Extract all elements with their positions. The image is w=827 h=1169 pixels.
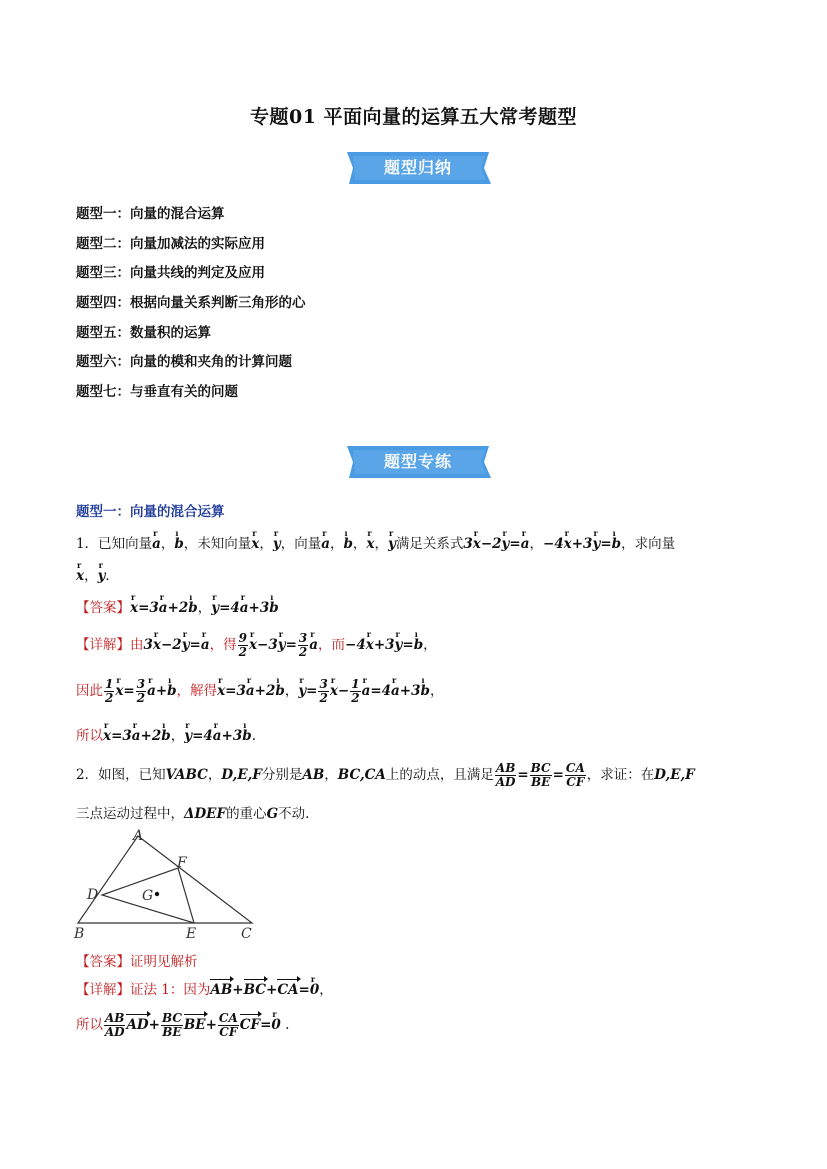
centroid-point (155, 892, 159, 896)
label-a: A (133, 828, 144, 844)
q2-detail2: 所以 $\frac{AB}{AD}$ AD+ $\frac{BC}{BE}$ BE+ $\frac{CA}{CF}$ CF=r 0 . (76, 1012, 289, 1039)
toc-item: 题型一：向量的混合运算 (76, 206, 225, 222)
label-e: E (186, 926, 197, 942)
triangle-figure (72, 826, 262, 944)
q2-detail1: 【详解】证法 1：因为AB+BC+CA=r 0， (76, 978, 333, 998)
q1-detail1: 【详解】由3r x−2r y=r a，得 $\frac{9}{2}$ r x−3r y= $\frac{3}{2}$ r a，而−4r x+3r y=ı b， (76, 632, 437, 659)
q2-line1: 2．如图，已知VABC，D,E,F分别是AB，BC,CA上的动点，且满足 $\frac{AB}{AD}$ = $\frac{BC}{BE}$ = $\frac{CA}{CF}$ ，求证：在D,E,F (76, 761, 695, 789)
label-b: B (74, 926, 85, 942)
q2-answer: 【答案】证明见解析 (76, 954, 198, 970)
label-g: G (142, 888, 154, 904)
q1-line2: r x，r y． (76, 564, 119, 584)
toc-list (76, 204, 306, 412)
toc-item: 题型五：数量积的运算 (76, 324, 211, 341)
toc-item: 题型三：向量共线的判定及应用 (76, 265, 265, 282)
toc-item: 题型四：根据向量关系判断三角形的心 (76, 295, 306, 312)
q1-line1: 1．已知向量r a，ı b，未知向量r x，r y，向量r a，ı b，r x，r y满足关系式3r x−2r y=r a，−4r x+3r y=ı b，求向量 (76, 532, 675, 552)
q1-detail3: 所以r x=3r a+2ı b，r y=4r a+3ı b. (76, 724, 256, 744)
q1-detail2: 因此 $\frac{1}{2}$ r x= $\frac{3}{2}$ r a+ı b，解得r x=3r a+2ı b，r y= $\frac{3}{2}$ r x− $\frac{1}{2}$ r a=4r a+3ı b， (76, 678, 443, 705)
banner-practice-label: 题型专练 (383, 452, 452, 471)
banner-summary (343, 150, 493, 186)
toc-item: 题型六：向量的模和夹角的计算问题 (76, 354, 292, 371)
q1-answer: 【答案】r x=3r a+2ı b，r y=4r a+3ı b (76, 596, 279, 616)
label-c: C (241, 926, 252, 942)
section-heading: 题型一：向量的混合运算 (76, 504, 225, 520)
banner-summary-label: 题型归纳 (383, 158, 452, 177)
toc-item: 题型七：与垂直有关的问题 (76, 384, 238, 401)
label-f: F (177, 855, 187, 871)
page-title: 专题01 平面向量的运算五大常考题型 (249, 106, 578, 128)
triangle-abc (78, 836, 252, 923)
toc-item: 题型二：向量加减法的实际应用 (76, 235, 265, 252)
banner-practice (343, 444, 493, 480)
label-d: D (87, 887, 99, 903)
q2-line2: 三点运动过程中，ΔDEF的重心G不动. (76, 806, 310, 822)
